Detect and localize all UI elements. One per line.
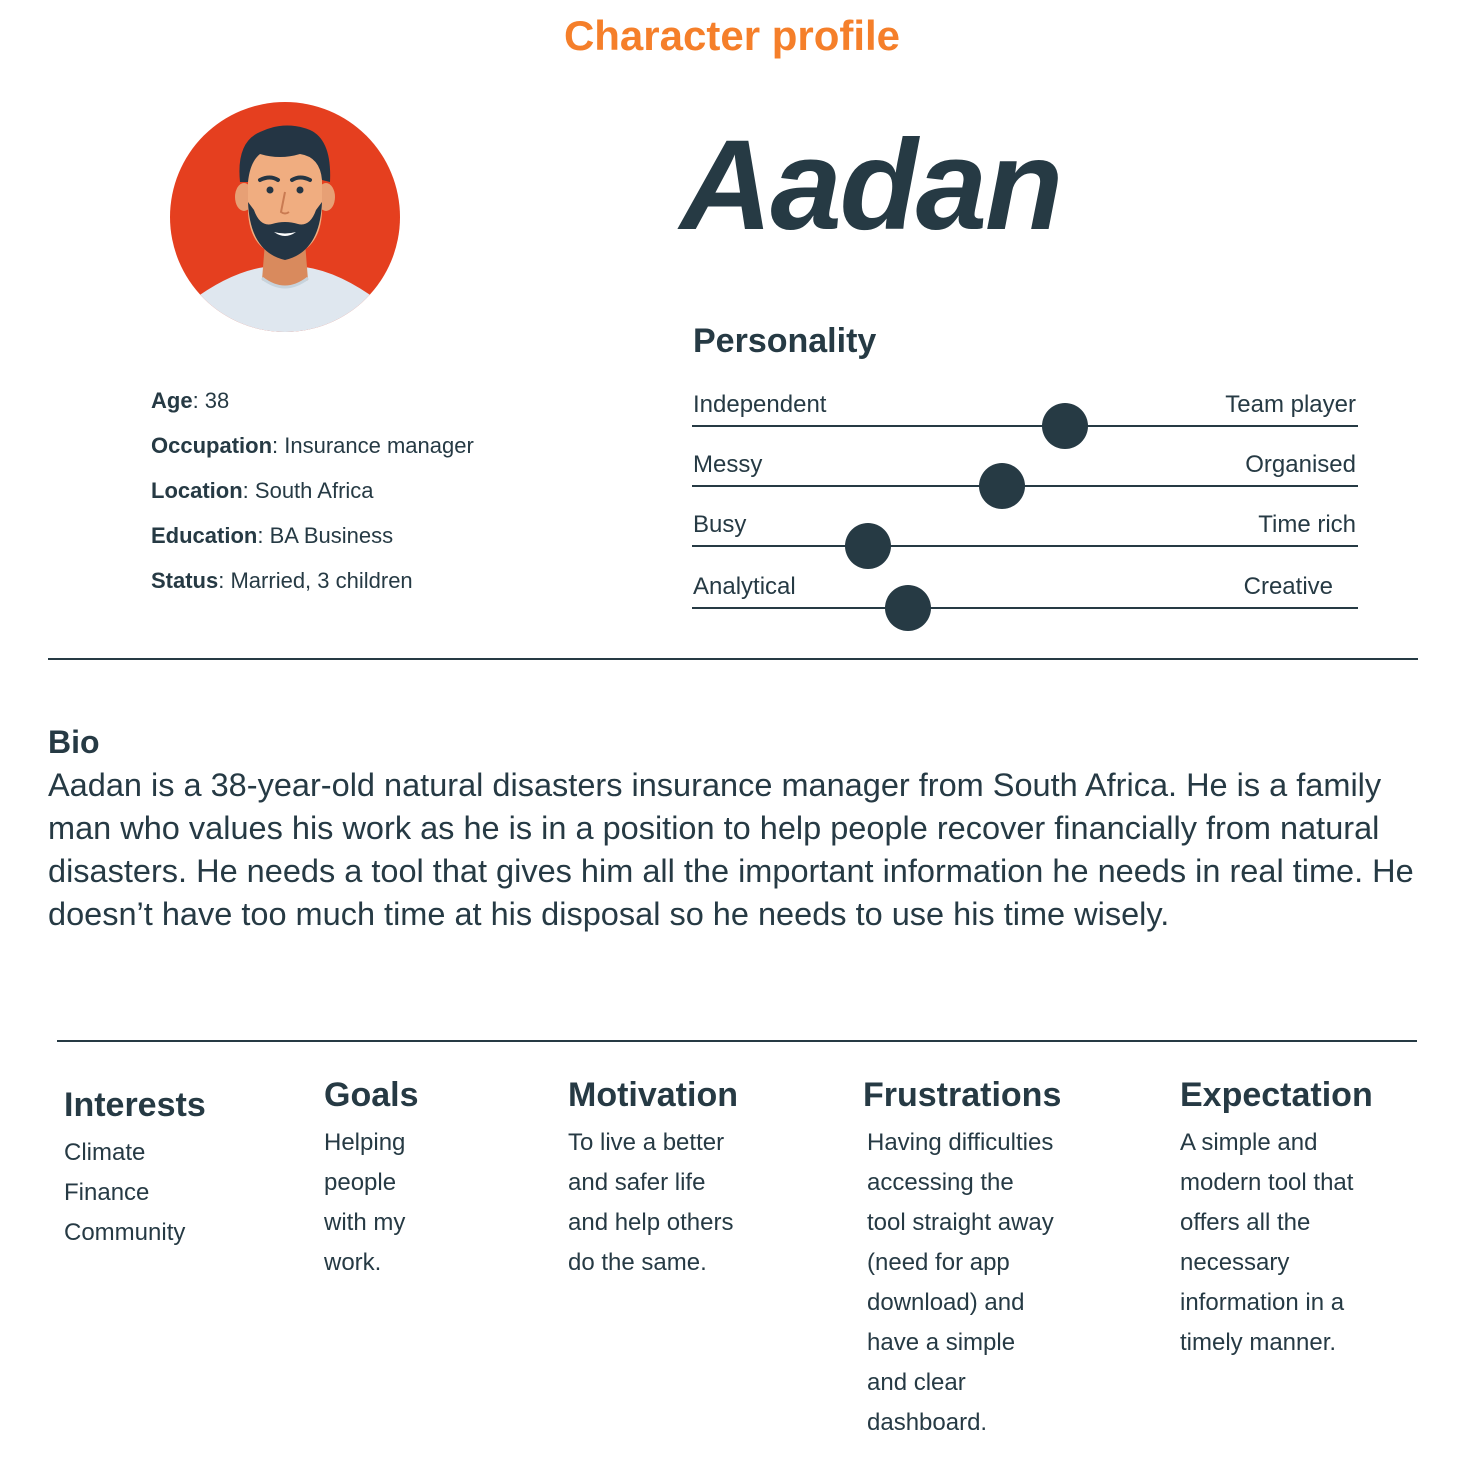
character-name: Aadan: [680, 114, 1062, 257]
trait-slider-thinking: [692, 569, 1358, 609]
motivation-text: [568, 1123, 738, 1283]
trait-knob: [885, 585, 931, 631]
text-line: people: [324, 1169, 397, 1196]
text-line: (need for app: [867, 1249, 1010, 1276]
trait-slider-time: [692, 507, 1358, 547]
text-line: do the same.: [568, 1249, 707, 1276]
profile-details: [151, 385, 474, 610]
trait-track: [692, 545, 1358, 547]
interests-list: [64, 1133, 206, 1253]
detail-label: Education: [151, 523, 258, 548]
text-line: information in a: [1180, 1289, 1345, 1316]
text-line: Helping: [324, 1129, 406, 1156]
detail-age: Age: 38: [151, 388, 230, 413]
personality-heading: Personality: [693, 322, 877, 360]
expectation-section: [1180, 1076, 1373, 1363]
text-line: and safer life: [568, 1169, 706, 1196]
interest-item: Community: [64, 1219, 186, 1246]
trait-left-label: Busy: [693, 511, 747, 538]
detail-label: Status: [151, 568, 219, 593]
detail-education: Education: BA Business: [151, 523, 394, 548]
detail-label: Occupation: [151, 433, 273, 458]
text-line: modern tool that: [1180, 1169, 1354, 1196]
detail-value: Married, 3 children: [230, 568, 413, 593]
trait-knob: [1042, 403, 1088, 449]
text-line: offers all the: [1180, 1209, 1311, 1236]
trait-right-label: Creative: [1243, 573, 1333, 600]
text-line: Having difficulties: [867, 1129, 1054, 1156]
avatar: [170, 102, 400, 332]
trait-track: [692, 607, 1358, 609]
divider-top: [48, 658, 1418, 660]
expectation-text: [1180, 1123, 1373, 1363]
text-line: dashboard.: [867, 1409, 988, 1436]
text-line: To live a better: [568, 1129, 725, 1156]
trait-knob: [979, 463, 1025, 509]
goals-text: [324, 1123, 418, 1283]
text-line: work.: [324, 1249, 382, 1276]
detail-label: Location: [151, 478, 243, 503]
detail-value: BA Business: [269, 523, 394, 548]
frustrations-section: [863, 1076, 1061, 1443]
trait-left-label: Messy: [693, 451, 763, 478]
text-line: accessing the: [867, 1169, 1014, 1196]
detail-label: Age: [151, 388, 193, 413]
text-line: download) and: [867, 1289, 1025, 1316]
interests-heading: Interests: [64, 1086, 206, 1124]
page-title: Character profile: [563, 12, 901, 59]
detail-value: Insurance manager: [284, 433, 474, 458]
trait-right-label: Team player: [1225, 391, 1356, 418]
bio-heading: Bio: [48, 724, 100, 760]
trait-left-label: Analytical: [693, 573, 796, 600]
detail-value: 38: [204, 388, 230, 413]
detail-location: Location: South Africa: [151, 478, 374, 503]
trait-track: [692, 425, 1358, 427]
text-line: tool straight away: [867, 1209, 1054, 1236]
trait-slider-independence: [692, 387, 1358, 427]
interest-item: Finance: [64, 1179, 150, 1206]
detail-occupation: Occupation: Insurance manager: [151, 433, 474, 458]
text-line: A simple and: [1180, 1129, 1318, 1156]
trait-slider-organisation: [692, 447, 1358, 487]
interest-item: Climate: [64, 1139, 146, 1166]
expectation-heading: Expectation: [1180, 1076, 1373, 1114]
frustrations-text: [867, 1123, 1061, 1443]
divider-bottom: [57, 1040, 1417, 1042]
text-line: and clear: [867, 1369, 966, 1396]
trait-right-label: Organised: [1245, 451, 1356, 478]
goals-section: [324, 1076, 418, 1283]
text-line: necessary: [1180, 1249, 1290, 1276]
bio-text: Aadan is a 38-year-old natural disasters insurance manager from South Africa. He is a family man who values his work as he is in a position to help people recover financially from natural disasters. He needs a tool that gives him all the important information he needs in real time. He doesn’t have too much time at his disposal so he needs to use his time wisely.: [48, 767, 1414, 932]
text-line: have a simple: [867, 1329, 1016, 1356]
motivation-heading: Motivation: [568, 1076, 738, 1114]
text-line: timely manner.: [1180, 1329, 1337, 1356]
text-line: and help others: [568, 1209, 734, 1236]
trait-knob: [845, 523, 891, 569]
trait-left-label: Independent: [693, 391, 827, 418]
trait-right-label: Time rich: [1258, 511, 1356, 538]
detail-status: Status: Married, 3 children: [151, 568, 413, 593]
goals-heading: Goals: [324, 1076, 419, 1114]
interests-section: [64, 1086, 206, 1253]
trait-track: [692, 485, 1358, 487]
detail-value: South Africa: [254, 478, 374, 503]
frustrations-heading: Frustrations: [863, 1076, 1062, 1114]
text-line: with my: [324, 1209, 406, 1236]
motivation-section: [568, 1076, 738, 1283]
